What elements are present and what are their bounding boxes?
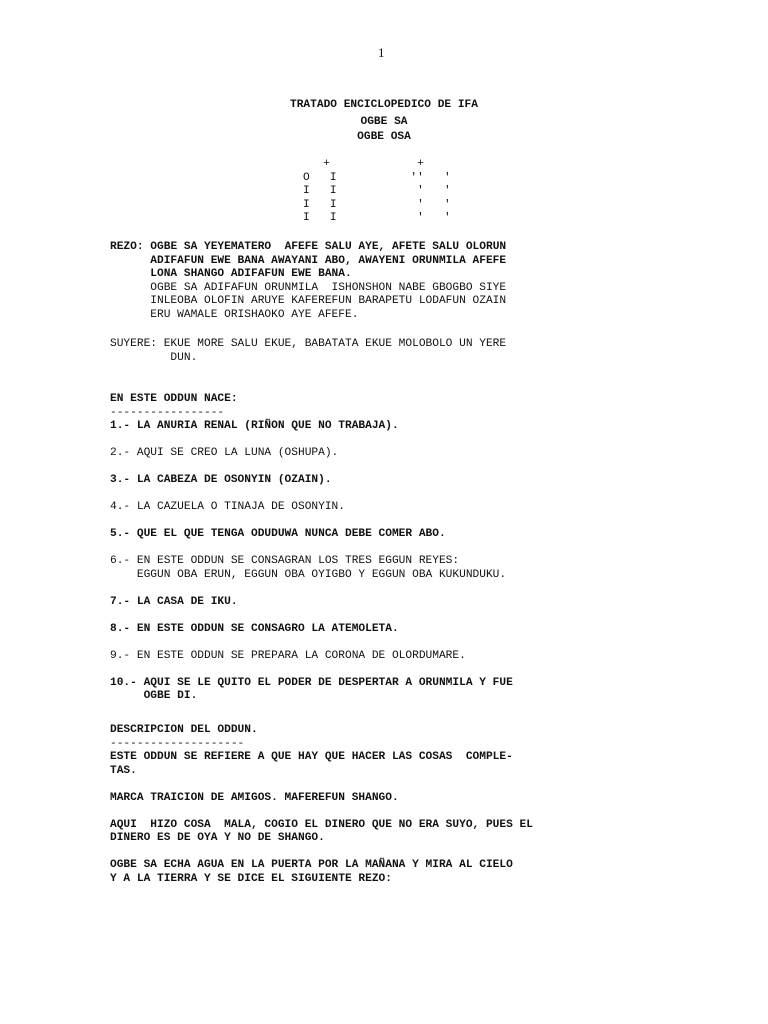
descripcion-section (110, 724, 533, 900)
descripcion-paragraph: AQUI HIZO COSA MALA, COGIO EL DINERO QUE NO ERA SUYO, PUES EL DINERO ES DE OYA Y NO DE SHANGO. (110, 818, 533, 844)
title-line-1: TRATADO ENCICLOPEDICO DE IFA (290, 99, 478, 111)
nace-heading: EN ESTE ODDUN NACE: (110, 393, 238, 405)
descripcion-heading: DESCRIPCION DEL ODDUN. (110, 724, 258, 736)
page-number: 1 (378, 45, 385, 60)
rezo-plain-text: OGBE SA ADIFAFUN ORUNMILA ISHONSHON NABE GBOGBO SIYE INLEOBA OLOFIN ARUYE KAFEREFUN BARAPETU LODAFUN OZAIN ERU WAMALE ORISHAOKO AYE AFEFE. (150, 281, 507, 321)
title-line-2: OGBE SA (360, 116, 408, 128)
nace-item: 8.- EN ESTE ODDUN SE CONSAGRO LA ATEMOLETA. (110, 622, 399, 635)
nace-item: 3.- LA CABEZA DE OSONYIN (OZAIN). (110, 474, 332, 486)
nace-item: 2.- AQUI SE CREO LA LUNA (OSHUPA). (110, 447, 339, 459)
descripcion-paragraph: OGBE SA ECHA AGUA EN LA PUERTA POR LA MAÑANA Y MIRA AL CIELO Y A LA TIERRA Y SE DICE EL SIGUIENTE REZO: (110, 859, 513, 885)
descripcion-rule: -------------------- (110, 737, 245, 750)
nace-section (110, 393, 513, 717)
title-line-3: OGBE OSA (357, 131, 411, 143)
rezo-label: REZO: (110, 241, 151, 253)
suyere-paragraph: SUYERE: EKUE MORE SALU EKUE, BABATATA EKUE MOLOBOLO UN YERE DUN. (110, 338, 507, 364)
odu-sign-marks: + + O I '' ' I I ' ' I I ' ' I I ' ' (303, 158, 451, 224)
nace-item: 7.- LA CASA DE IKU. (110, 595, 238, 608)
nace-item: 6.- EN ESTE ODDUN SE CONSAGRAN LOS TRES EGGUN REYES: EGGUN OBA ERUN, EGGUN OBA OYIGBO Y EGGUN OBA KUKUNDUKU. (110, 555, 507, 581)
rezo-paragraph (110, 241, 506, 322)
nace-item: 1.- LA ANURIA RENAL (RIÑON QUE NO TRABAJA). (110, 420, 399, 432)
rezo-bold-text: OGBE SA YEYEMATERO AFEFE SALU AYE, AFETE SALU OLORUN ADIFAFUN EWE BANA AWAYANI ABO, AWAYENI ORUNMILA AFEFE LONA SHANGO ADIFAFUN EWE BANA. (150, 241, 507, 280)
nace-list (110, 420, 513, 704)
nace-item: 5.- QUE EL QUE TENGA ODUDUWA NUNCA DEBE COMER ABO. (110, 528, 446, 540)
descripcion-paragraph: MARCA TRAICION DE AMIGOS. MAFEREFUN SHANGO. (110, 791, 399, 804)
nace-item: 4.- LA CAZUELA O TINAJA DE OSONYIN. (110, 501, 345, 513)
nace-item: 9.- EN ESTE ODDUN SE PREPARA LA CORONA DE OLORDUMARE. (110, 649, 466, 662)
descripcion-paragraph: ESTE ODDUN SE REFIERE A QUE HAY QUE HACER LAS COSAS COMPLE- TAS. (110, 751, 513, 777)
nace-item: 10.- AQUI SE LE QUITO EL PODER DE DESPERTAR A ORUNMILA Y FUE OGBE DI. (110, 676, 513, 702)
nace-rule: ----------------- (110, 406, 225, 419)
descripcion-paragraphs (110, 751, 533, 886)
